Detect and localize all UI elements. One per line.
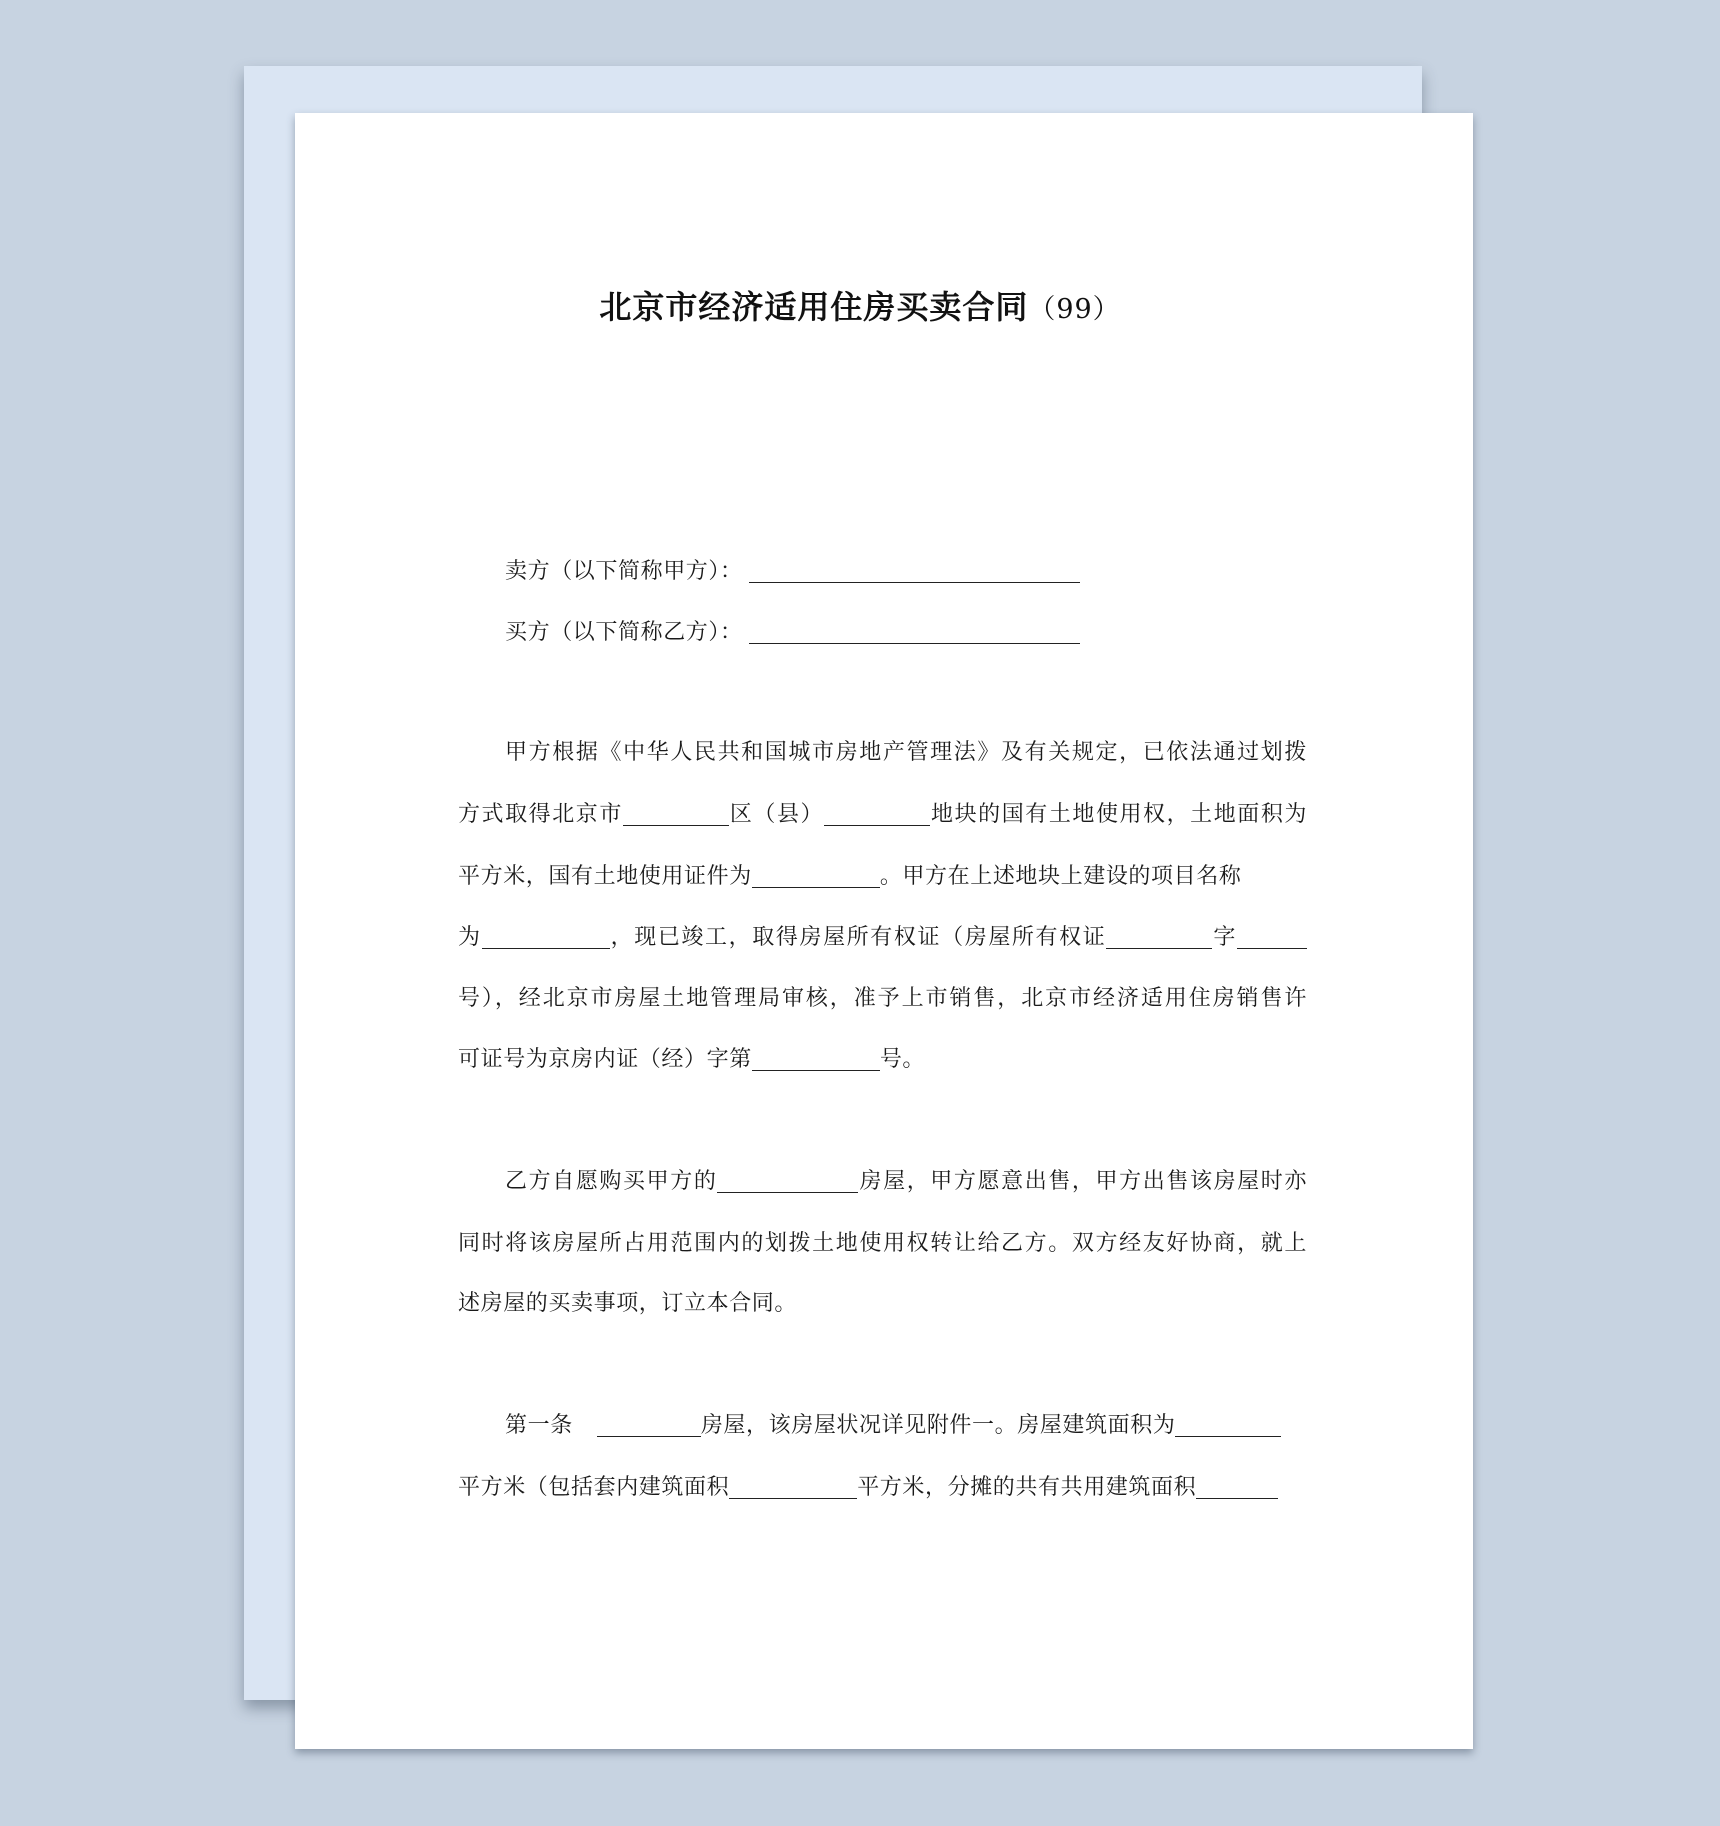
text: 为 bbox=[458, 925, 482, 950]
para1-line4 bbox=[458, 923, 1307, 953]
document-title bbox=[0, 282, 1720, 328]
text: 区（县） bbox=[728, 802, 825, 827]
article-number: 第一条 bbox=[505, 1413, 573, 1438]
para2-line1 bbox=[505, 1167, 1307, 1197]
text: 房屋，该房屋状况详见附件一。房屋建筑面积为 bbox=[700, 1413, 1176, 1438]
seller-label: 卖方（以下简称甲方）： bbox=[505, 559, 743, 584]
para1-line5: 号），经北京市房屋土地管理局审核，准予上市销售，北京市经济适用住房销售许 bbox=[458, 986, 1307, 1011]
para1-line2 bbox=[458, 800, 1307, 830]
shared-area-field[interactable] bbox=[1196, 1476, 1278, 1499]
article1-property-field[interactable] bbox=[597, 1414, 701, 1437]
para1-line3 bbox=[458, 862, 1241, 892]
para1-line1: 甲方根据《中华人民共和国城市房地产管理法》及有关规定，已依法通过划拨 bbox=[505, 740, 1307, 765]
project-name-field[interactable] bbox=[482, 926, 610, 949]
seller-name-field[interactable] bbox=[749, 560, 1080, 583]
article1-line2 bbox=[458, 1473, 1278, 1503]
buyer-name-field[interactable] bbox=[749, 621, 1080, 644]
article1-line1 bbox=[505, 1411, 1281, 1441]
seller-line bbox=[505, 557, 1080, 587]
interior-area-field[interactable] bbox=[729, 1476, 857, 1499]
text: 房屋，甲方愿意出售，甲方出售该房屋时亦 bbox=[858, 1169, 1307, 1194]
text: 平方米（包括套内建筑面积 bbox=[458, 1475, 730, 1500]
land-plot-field[interactable] bbox=[824, 803, 930, 826]
title-suffix: （99） bbox=[1028, 294, 1121, 325]
text: 平方米，国有土地使用证件为 bbox=[458, 864, 752, 889]
para1-line6 bbox=[458, 1045, 925, 1075]
text: 号。 bbox=[879, 1047, 926, 1072]
para2-line3: 述房屋的买卖事项，订立本合同。 bbox=[458, 1291, 798, 1316]
ownership-cert-prefix-field[interactable] bbox=[1106, 926, 1212, 949]
building-area-field[interactable] bbox=[1175, 1414, 1281, 1437]
text: 平方米，分摊的共有共用建筑面积 bbox=[857, 1475, 1197, 1500]
buyer-label: 买方（以下简称乙方）： bbox=[505, 620, 743, 645]
ownership-cert-number-field[interactable] bbox=[1237, 926, 1307, 949]
land-certificate-field[interactable] bbox=[752, 865, 880, 888]
property-field[interactable] bbox=[717, 1170, 858, 1193]
text: 可证号为京房内证（经）字第 bbox=[458, 1047, 752, 1072]
title-text: 北京市经济适用住房买卖合同 bbox=[599, 288, 1029, 326]
sales-permit-number-field[interactable] bbox=[752, 1048, 880, 1071]
para2-line2: 同时将该房屋所占用范围内的划拨土地使用权转让给乙方。双方经友好协商，就上 bbox=[458, 1231, 1307, 1256]
text: 字 bbox=[1212, 925, 1237, 950]
district-field[interactable] bbox=[623, 803, 729, 826]
text: ，现已竣工，取得房屋所有权证（房屋所有权证 bbox=[609, 925, 1107, 950]
buyer-line bbox=[505, 618, 1080, 648]
text: 乙方自愿购买甲方的 bbox=[505, 1169, 718, 1194]
text: 。甲方在上述地块上建设的项目名称 bbox=[879, 864, 1242, 889]
text: 方式取得北京市 bbox=[458, 802, 623, 827]
text: 地块的国有土地使用权，土地面积为 bbox=[930, 802, 1307, 827]
